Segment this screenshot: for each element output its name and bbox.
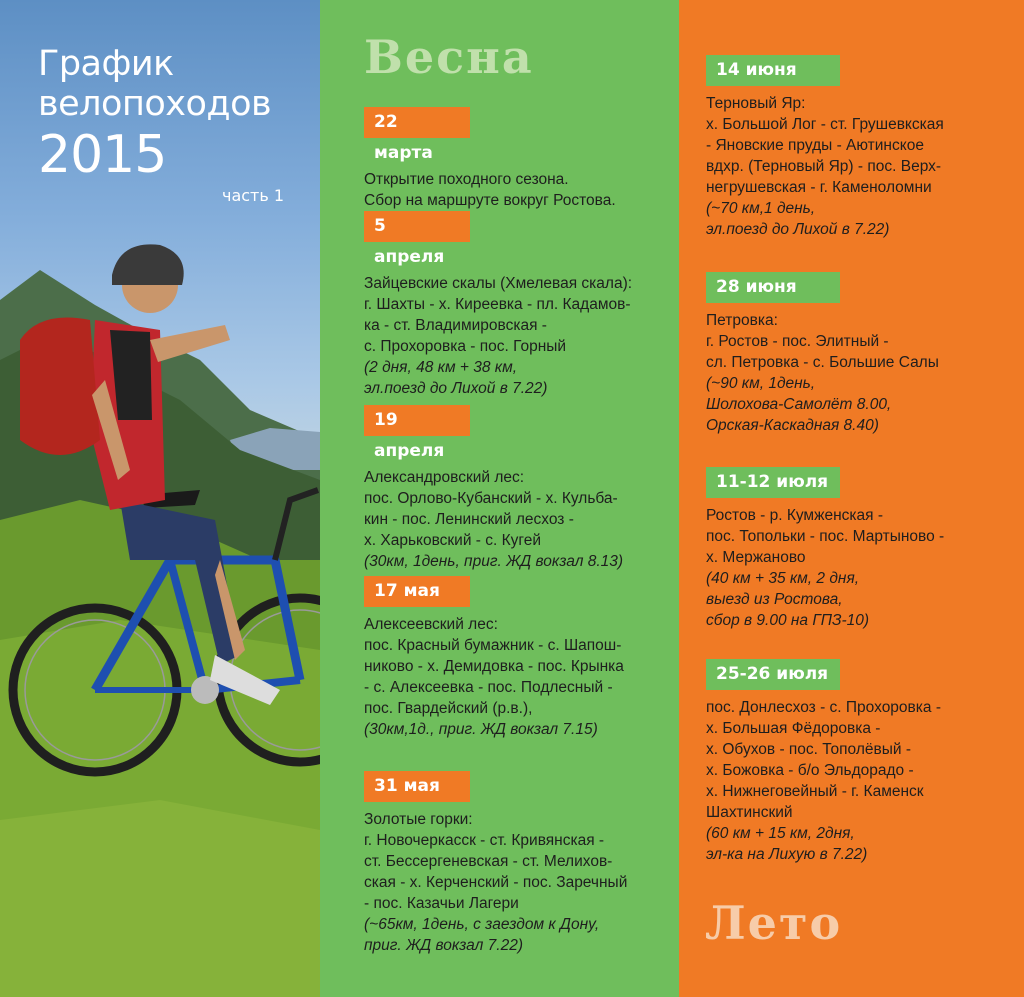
- route-note: (30км, 1день, приг. ЖД вокзал 8.13): [364, 553, 624, 570]
- event-block: [706, 272, 1016, 436]
- route-line: х. Божовка - б/о Эльдорадо -: [706, 762, 914, 779]
- route-description: [364, 273, 674, 399]
- date-badge: 11-12 июля: [706, 467, 840, 498]
- route-line: г. Ростов - пос. Элитный -: [706, 333, 889, 350]
- route-line: - с. Алексеевка - пос. Подлесный -: [364, 679, 613, 696]
- route-note: (~65км, 1день, с заездом к Дону,: [364, 916, 600, 933]
- spring-column: [320, 0, 679, 997]
- route-line: вдхр. (Терновый Яр) - пос. Верх-: [706, 158, 942, 175]
- route-note: эл-ка на Лихую в 7.22): [706, 846, 868, 863]
- route-line: с. Прохоровка - пос. Горный: [364, 338, 567, 355]
- route-description: [706, 93, 1016, 240]
- route-description: [706, 310, 1016, 436]
- date-badge: 28 июня: [706, 272, 840, 303]
- route-line: Алексеевский лес:: [364, 616, 498, 633]
- part-label: часть 1: [222, 186, 285, 205]
- date-badge: 17 мая: [364, 576, 470, 607]
- event-block: [364, 107, 674, 211]
- route-line: ка - ст. Владимировская -: [364, 317, 547, 334]
- route-line: х. Большой Лог - ст. Грушевкская: [706, 116, 944, 133]
- season-spring-title: Весна: [364, 30, 534, 84]
- route-line: х. Харьковский - с. Кугей: [364, 532, 542, 549]
- route-description: [706, 505, 1016, 631]
- route-line: х. Обухов - пос. Тополёвый -: [706, 741, 912, 758]
- route-note: (~90 км, 1день,: [706, 375, 816, 392]
- route-note: эл.поезд до Лихой в 7.22): [364, 380, 548, 397]
- title-year: 2015: [38, 125, 167, 185]
- route-note: эл.поезд до Лихой в 7.22): [706, 221, 890, 238]
- route-line: Открытие походного сезона.: [364, 171, 569, 188]
- route-line: х. Мержаново: [706, 549, 806, 566]
- route-note: выезд из Ростова,: [706, 591, 843, 608]
- route-description: [706, 697, 1016, 865]
- route-line: г. Шахты - х. Киреевка - пл. Кадамов-: [364, 296, 631, 313]
- event-block: [706, 467, 1016, 631]
- route-note: Орская-Каскадная 8.40): [706, 417, 879, 434]
- date-badge: 22 марта: [364, 107, 470, 138]
- route-note: (~70 км,1 день,: [706, 200, 816, 217]
- route-line: - пос. Казачьи Лагери: [364, 895, 519, 912]
- season-summer-title: Лето: [705, 896, 843, 950]
- title-line-2: велопоходов: [38, 84, 272, 124]
- date-badge: 31 мая: [364, 771, 470, 802]
- summer-column: [679, 0, 1024, 997]
- route-description: [364, 614, 674, 740]
- date-badge: 5 апреля: [364, 211, 470, 242]
- route-note: (60 км + 15 км, 2дня,: [706, 825, 855, 842]
- event-block: [364, 771, 674, 956]
- route-description: [364, 169, 674, 211]
- route-line: х. Нижнеговейный - г. Каменск: [706, 783, 924, 800]
- date-badge: 25-26 июля: [706, 659, 840, 690]
- route-line: Терновый Яр:: [706, 95, 806, 112]
- route-line: ст. Бессергеневская - ст. Мелихов-: [364, 853, 613, 870]
- route-line: Зайцевские скалы (Хмелевая скала):: [364, 275, 633, 292]
- route-line: никово - х. Демидовка - пос. Крынка: [364, 658, 624, 675]
- route-note: (30км,1д., приг. ЖД вокзал 7.15): [364, 721, 598, 738]
- event-block: [364, 576, 674, 740]
- route-note: приг. ЖД вокзал 7.22): [364, 937, 524, 954]
- route-note: сбор в 9.00 на ГПЗ-10): [706, 612, 870, 629]
- route-line: пос. Донлесхоз - с. Прохоровка -: [706, 699, 941, 716]
- cyclist-photo: [0, 0, 320, 997]
- route-line: Петровка:: [706, 312, 778, 329]
- route-line: Александровский лес:: [364, 469, 525, 486]
- route-note: (40 км + 35 км, 2 дня,: [706, 570, 860, 587]
- route-line: г. Новочеркасск - ст. Кривянская -: [364, 832, 605, 849]
- route-line: негрушевская - г. Каменоломни: [706, 179, 932, 196]
- route-line: пос. Красный бумажник - с. Шапош-: [364, 637, 622, 654]
- route-line: х. Большая Фёдоровка -: [706, 720, 881, 737]
- route-note: Шолохова-Самолёт 8.00,: [706, 396, 892, 413]
- route-line: Сбор на маршруте вокруг Ростова.: [364, 192, 616, 209]
- route-line: Ростов - р. Кумженская -: [706, 507, 883, 524]
- route-line: пос. Гвардейский (р.в.),: [364, 700, 533, 717]
- title-line-1: График: [38, 44, 174, 84]
- event-block: [364, 405, 674, 572]
- route-description: [364, 467, 674, 572]
- route-line: Золотые горки:: [364, 811, 473, 828]
- route-line: пос. Топольки - пос. Мартыново -: [706, 528, 945, 545]
- route-line: сл. Петровка - с. Большие Салы: [706, 354, 939, 371]
- route-description: [364, 809, 674, 956]
- route-line: кин - пос. Ленинский лесхоз -: [364, 511, 574, 528]
- poster-title: [38, 44, 271, 184]
- event-block: [706, 659, 1016, 865]
- event-block: [364, 211, 674, 399]
- route-line: - Яновские пруды - Аютинское: [706, 137, 924, 154]
- event-block: [706, 55, 1016, 240]
- route-line: Шахтинский: [706, 804, 793, 821]
- route-note: (2 дня, 48 км + 38 км,: [364, 359, 518, 376]
- route-line: пос. Орлово-Кубанский - х. Кульба-: [364, 490, 618, 507]
- date-badge: 14 июня: [706, 55, 840, 86]
- date-badge: 19 апреля: [364, 405, 470, 436]
- route-line: ская - х. Керченский - пос. Заречный: [364, 874, 628, 891]
